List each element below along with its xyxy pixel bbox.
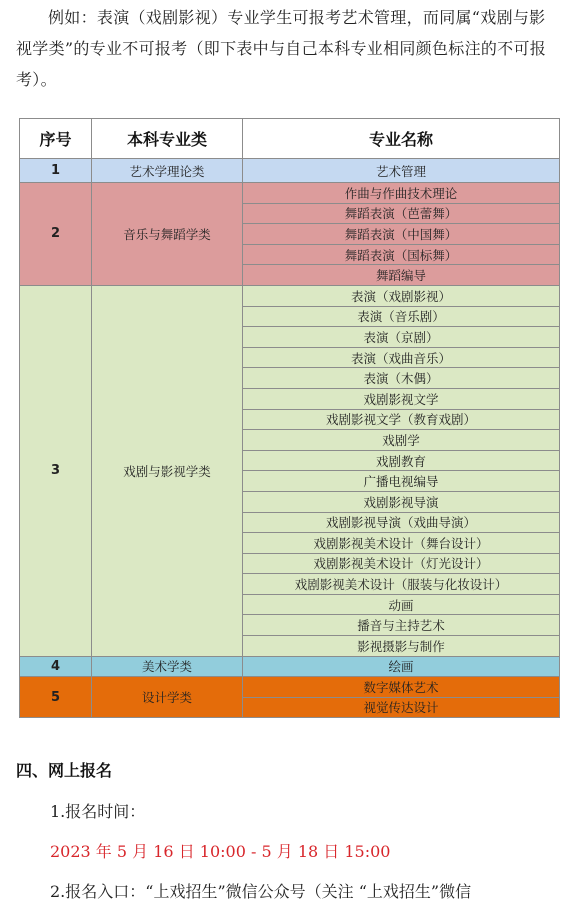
table-row: [20, 285, 560, 306]
row-number-cell: 4: [20, 656, 92, 677]
major-name-cell: 影视摄影与制作: [243, 636, 560, 657]
major-name-cell: 戏剧教育: [243, 450, 560, 471]
major-name-cell: 表演（京剧）: [243, 327, 560, 348]
major-name-cell: 戏剧影视导演（戏曲导演）: [243, 512, 560, 533]
major-name-cell: 动画: [243, 594, 560, 615]
major-name-cell: 舞蹈表演（中国舞）: [243, 224, 560, 245]
table-row: [20, 677, 560, 697]
intro-paragraph: 例如：表演（戏剧影视）专业学生可报考艺术管理，而同属“戏剧与影视学类”的专业不可报考（即下表中与自己本科专业相同颜色标注的不可报考）。: [16, 8, 547, 89]
registration-time-label: 1.报名时间：: [50, 802, 146, 821]
major-name-cell: 舞蹈表演（国标舞）: [243, 244, 560, 265]
major-name-cell: 戏剧影视文学: [243, 388, 560, 409]
header-seq: 序号: [20, 119, 92, 159]
category-cell: 音乐与舞蹈学类: [92, 183, 243, 286]
category-cell: 戏剧与影视学类: [92, 285, 243, 656]
major-name-cell: 绘画: [243, 656, 560, 677]
major-name-cell: 表演（戏剧影视）: [243, 285, 560, 306]
row-number-cell: 3: [20, 285, 92, 656]
row-number-cell: 5: [20, 677, 92, 718]
category-cell: 设计学类: [92, 677, 243, 718]
major-name-cell: 表演（木偶）: [243, 368, 560, 389]
major-name-cell: 舞蹈编导: [243, 265, 560, 286]
category-cell: 艺术学理论类: [92, 159, 243, 183]
table-row: [20, 159, 560, 183]
major-name-cell: 数字媒体艺术: [243, 677, 560, 697]
major-name-cell: 舞蹈表演（芭蕾舞）: [243, 203, 560, 224]
major-name-cell: 广播电视编导: [243, 471, 560, 492]
table-header-row: [20, 119, 560, 159]
table-row: [20, 656, 560, 677]
major-name-cell: 戏剧影视文学（教育戏剧）: [243, 409, 560, 430]
majors-table: [19, 118, 560, 718]
row-number-cell: 1: [20, 159, 92, 183]
major-name-cell: 表演（戏曲音乐）: [243, 347, 560, 368]
header-category: 本科专业类: [92, 119, 243, 159]
major-name-cell: 艺术管理: [243, 159, 560, 183]
major-name-cell: 视觉传达设计: [243, 697, 560, 717]
registration-time-value: 2023 年 5 月 16 日 10:00 - 5 月 18 日 15:00: [50, 842, 391, 861]
row-number-cell: 2: [20, 183, 92, 286]
section-heading: 四、网上报名: [16, 761, 113, 780]
major-name-cell: 戏剧影视美术设计（服装与化妆设计）: [243, 574, 560, 595]
major-name-cell: 戏剧影视美术设计（灯光设计）: [243, 553, 560, 574]
major-name-cell: 戏剧学: [243, 430, 560, 451]
registration-entry-label: 2.报名入口：“上戏招生”微信公众号（关注 “上戏招生”微信: [50, 882, 472, 901]
major-name-cell: 戏剧影视美术设计（舞台设计）: [243, 533, 560, 554]
category-cell: 美术学类: [92, 656, 243, 677]
table-row: [20, 183, 560, 204]
major-name-cell: 表演（音乐剧）: [243, 306, 560, 327]
major-name-cell: 播音与主持艺术: [243, 615, 560, 636]
header-major-name: 专业名称: [243, 119, 560, 159]
major-name-cell: 戏剧影视导演: [243, 491, 560, 512]
major-name-cell: 作曲与作曲技术理论: [243, 183, 560, 204]
